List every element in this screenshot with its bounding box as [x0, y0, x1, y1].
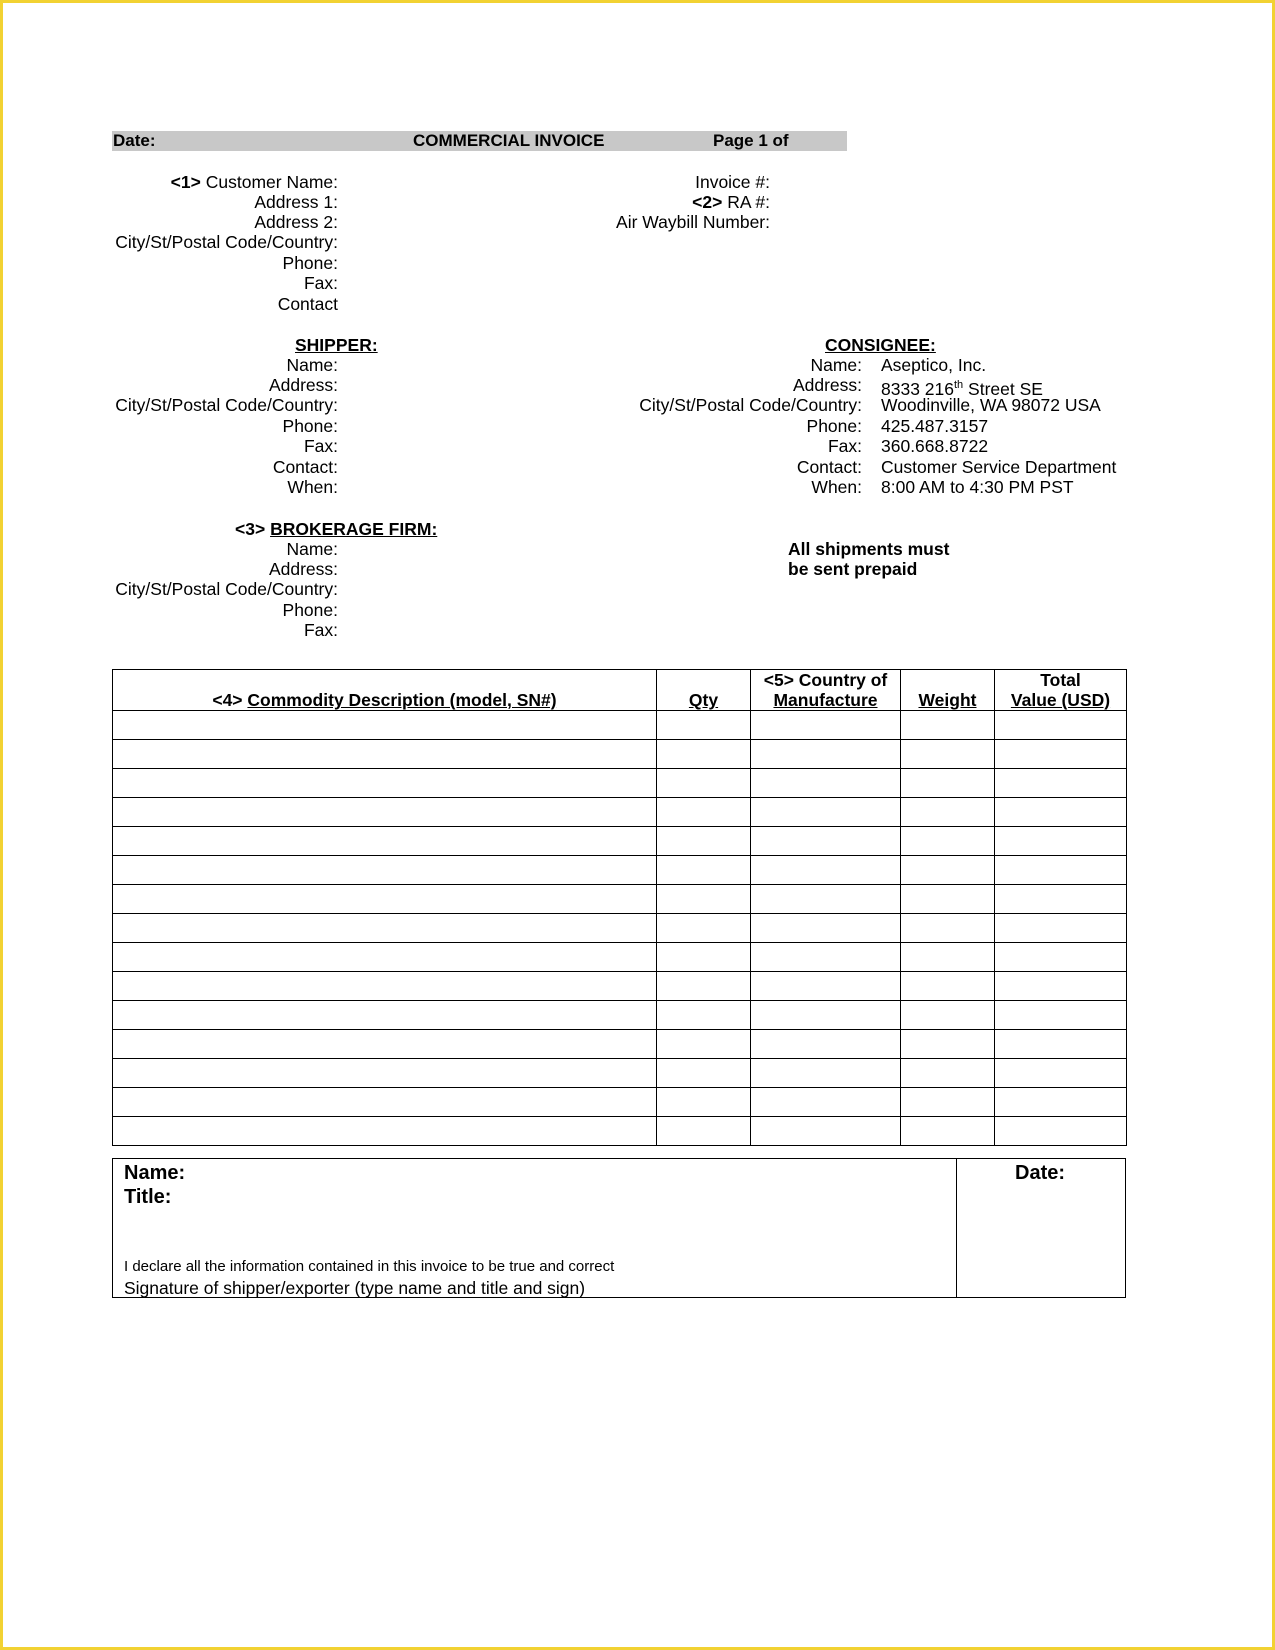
- table-cell[interactable]: [995, 1059, 1127, 1088]
- table-cell[interactable]: [751, 1001, 901, 1030]
- table-cell[interactable]: [901, 711, 995, 740]
- customer-address1-label: Address 1:: [254, 192, 338, 212]
- table-row: [113, 914, 1127, 943]
- brokerage-phone-label: Phone:: [282, 600, 338, 620]
- col-country-line1: <5> Country of: [763, 670, 888, 690]
- col-total-line2: Value (USD): [1010, 690, 1111, 710]
- table-cell[interactable]: [113, 798, 657, 827]
- col-desc-tag: <4>: [212, 690, 243, 710]
- table-cell[interactable]: [751, 740, 901, 769]
- col-header-country: [751, 670, 901, 711]
- customer-name-label: Customer Name:: [205, 172, 338, 192]
- table-row: [113, 1088, 1127, 1117]
- signature-line-text: Signature of shipper/exporter (type name and title and sign): [124, 1278, 586, 1298]
- table-cell[interactable]: [113, 1030, 657, 1059]
- table-cell[interactable]: [657, 885, 751, 914]
- table-cell[interactable]: [657, 1030, 751, 1059]
- table-cell[interactable]: [113, 856, 657, 885]
- signature-title-label: Title:: [124, 1186, 172, 1208]
- declaration-text: I declare all the information contained in this invoice to be true and correct: [124, 1258, 615, 1275]
- table-cell[interactable]: [657, 914, 751, 943]
- table-row: [113, 1001, 1127, 1030]
- shipper-when-label: When:: [287, 477, 338, 497]
- shipper-city-label: City/St/Postal Code/Country:: [115, 395, 338, 415]
- commodity-table: [112, 669, 1127, 1146]
- col-total-line1: Total: [1040, 670, 1081, 690]
- table-cell[interactable]: [995, 827, 1127, 856]
- consignee-city-value: Woodinville, WA 98072 USA: [881, 395, 1101, 415]
- shipper-contact-label: Contact:: [272, 457, 338, 477]
- customer-name-row: [171, 172, 338, 192]
- table-row: [113, 740, 1127, 769]
- table-cell[interactable]: [751, 1030, 901, 1059]
- shipper-phone-label: Phone:: [282, 416, 338, 436]
- table-cell[interactable]: [995, 972, 1127, 1001]
- table-cell[interactable]: [901, 1088, 995, 1117]
- table-cell[interactable]: [901, 1001, 995, 1030]
- table-cell[interactable]: [657, 1117, 751, 1146]
- customer-address2-label: Address 2:: [254, 212, 338, 232]
- table-row: [113, 1030, 1127, 1059]
- table-cell[interactable]: [113, 827, 657, 856]
- table-cell[interactable]: [113, 1059, 657, 1088]
- consignee-name-value: Aseptico, Inc.: [881, 355, 987, 375]
- table-cell[interactable]: [901, 914, 995, 943]
- table-cell[interactable]: [113, 1001, 657, 1030]
- table-cell[interactable]: [113, 972, 657, 1001]
- table-cell[interactable]: [657, 943, 751, 972]
- signature-name-label: Name:: [124, 1162, 186, 1184]
- customer-phone-label: Phone:: [282, 253, 338, 273]
- table-cell[interactable]: [113, 1117, 657, 1146]
- consignee-when-value: 8:00 AM to 4:30 PM PST: [881, 477, 1074, 497]
- table-row: [113, 972, 1127, 1001]
- table-cell[interactable]: [657, 827, 751, 856]
- table-cell[interactable]: [901, 885, 995, 914]
- table-cell[interactable]: [901, 972, 995, 1001]
- consignee-phone-label: Phone:: [806, 416, 862, 436]
- table-cell[interactable]: [751, 798, 901, 827]
- table-cell[interactable]: [901, 827, 995, 856]
- table-cell[interactable]: [113, 1088, 657, 1117]
- col-country-line2: Manufacture: [773, 690, 878, 710]
- col-header-weight: [901, 670, 995, 711]
- table-cell[interactable]: [995, 711, 1127, 740]
- table-cell[interactable]: [751, 914, 901, 943]
- page-number-label: Page 1 of: [713, 131, 789, 150]
- table-cell[interactable]: [657, 711, 751, 740]
- table-cell[interactable]: [901, 740, 995, 769]
- col-header-total: [995, 670, 1127, 711]
- shipper-heading: SHIPPER:: [295, 335, 378, 355]
- table-cell[interactable]: [113, 769, 657, 798]
- col-qty-label: Qty: [688, 690, 719, 710]
- consignee-address-sup: th: [954, 379, 964, 391]
- header-date-label: Date:: [113, 131, 156, 150]
- table-cell[interactable]: [657, 740, 751, 769]
- table-cell[interactable]: [751, 972, 901, 1001]
- table-cell[interactable]: [751, 1059, 901, 1088]
- consignee-city-label: City/St/Postal Code/Country:: [639, 395, 862, 415]
- table-cell[interactable]: [657, 798, 751, 827]
- customer-tag: <1>: [170, 172, 201, 192]
- table-cell[interactable]: [995, 943, 1127, 972]
- brokerage-name-label: Name:: [286, 539, 338, 559]
- table-row: [113, 827, 1127, 856]
- table-row: [113, 711, 1127, 740]
- brokerage-heading-row: [235, 519, 437, 539]
- table-cell[interactable]: [657, 856, 751, 885]
- consignee-when-label: When:: [811, 477, 862, 497]
- air-waybill-label: Air Waybill Number:: [616, 212, 770, 232]
- signature-box: [112, 1158, 1126, 1298]
- ra-tag: <2>: [692, 192, 723, 212]
- table-cell[interactable]: [657, 1088, 751, 1117]
- table-cell[interactable]: [995, 798, 1127, 827]
- table-cell[interactable]: [751, 769, 901, 798]
- signature-date-label: Date:: [1015, 1162, 1066, 1184]
- table-row: [113, 798, 1127, 827]
- table-cell[interactable]: [751, 1088, 901, 1117]
- table-row: [113, 943, 1127, 972]
- shipper-name-label: Name:: [286, 355, 338, 375]
- brokerage-fax-label: Fax:: [303, 620, 338, 640]
- table-row: [113, 769, 1127, 798]
- table-cell[interactable]: [113, 711, 657, 740]
- table-cell[interactable]: [751, 943, 901, 972]
- table-cell[interactable]: [751, 885, 901, 914]
- table-cell[interactable]: [995, 740, 1127, 769]
- invoice-number-label: Invoice #:: [695, 172, 770, 192]
- table-cell[interactable]: [657, 769, 751, 798]
- consignee-heading: CONSIGNEE:: [825, 335, 936, 355]
- col-desc-label: Commodity Description (model, SN#): [247, 690, 557, 710]
- consignee-contact-value: Customer Service Department: [881, 457, 1117, 477]
- consignee-phone-value: 425.487.3157: [881, 416, 989, 436]
- table-cell[interactable]: [901, 1030, 995, 1059]
- consignee-address-post: Street SE: [963, 378, 1043, 399]
- table-cell[interactable]: [751, 827, 901, 856]
- table-cell[interactable]: [113, 740, 657, 769]
- table-cell[interactable]: [995, 769, 1127, 798]
- table-cell[interactable]: [901, 1059, 995, 1088]
- consignee-address-label: Address:: [792, 375, 862, 395]
- consignee-fax-value: 360.668.8722: [881, 436, 989, 456]
- shipper-address-label: Address:: [268, 375, 338, 395]
- table-cell[interactable]: [113, 914, 657, 943]
- table-cell[interactable]: [995, 885, 1127, 914]
- customer-city-label: City/St/Postal Code/Country:: [115, 232, 338, 252]
- table-cell[interactable]: [901, 856, 995, 885]
- table-cell[interactable]: [901, 769, 995, 798]
- ra-number-row: [692, 192, 770, 212]
- col-weight-label: Weight: [918, 690, 977, 710]
- table-cell[interactable]: [113, 943, 657, 972]
- table-cell[interactable]: [995, 856, 1127, 885]
- prepaid-notice-line2: be sent prepaid: [788, 559, 918, 579]
- customer-fax-label: Fax:: [303, 273, 338, 293]
- brokerage-address-label: Address:: [268, 559, 338, 579]
- table-cell[interactable]: [751, 711, 901, 740]
- shipper-fax-label: Fax:: [303, 436, 338, 456]
- table-cell[interactable]: [901, 798, 995, 827]
- table-cell[interactable]: [657, 1059, 751, 1088]
- table-cell[interactable]: [113, 885, 657, 914]
- table-cell[interactable]: [751, 856, 901, 885]
- prepaid-notice-line1: All shipments must: [788, 539, 950, 559]
- consignee-fax-label: Fax:: [827, 436, 862, 456]
- signature-divider: [956, 1158, 957, 1298]
- table-header-row: [113, 670, 1127, 711]
- table-cell[interactable]: [995, 1117, 1127, 1146]
- table-cell[interactable]: [995, 1030, 1127, 1059]
- consignee-contact-label: Contact:: [796, 457, 862, 477]
- table-row: [113, 1059, 1127, 1088]
- col-header-description: [113, 670, 657, 711]
- table-cell[interactable]: [751, 1117, 901, 1146]
- brokerage-tag: <3>: [235, 519, 266, 539]
- customer-contact-label: Contact: [277, 294, 338, 314]
- col-header-qty: [657, 670, 751, 711]
- table-row: [113, 856, 1127, 885]
- brokerage-heading: BROKERAGE FIRM:: [270, 519, 438, 539]
- brokerage-city-label: City/St/Postal Code/Country:: [115, 579, 338, 599]
- table-cell[interactable]: [995, 1001, 1127, 1030]
- table-cell[interactable]: [901, 1117, 995, 1146]
- table-row: [113, 885, 1127, 914]
- document-title: COMMERCIAL INVOICE: [413, 131, 605, 150]
- table-cell[interactable]: [657, 1001, 751, 1030]
- table-cell[interactable]: [657, 972, 751, 1001]
- table-cell[interactable]: [995, 914, 1127, 943]
- table-row: [113, 1117, 1127, 1146]
- table-cell[interactable]: [901, 943, 995, 972]
- consignee-address-pre: 8333 216: [881, 378, 954, 399]
- consignee-name-label: Name:: [810, 355, 862, 375]
- ra-number-label: RA #:: [727, 192, 770, 212]
- table-cell[interactable]: [995, 1088, 1127, 1117]
